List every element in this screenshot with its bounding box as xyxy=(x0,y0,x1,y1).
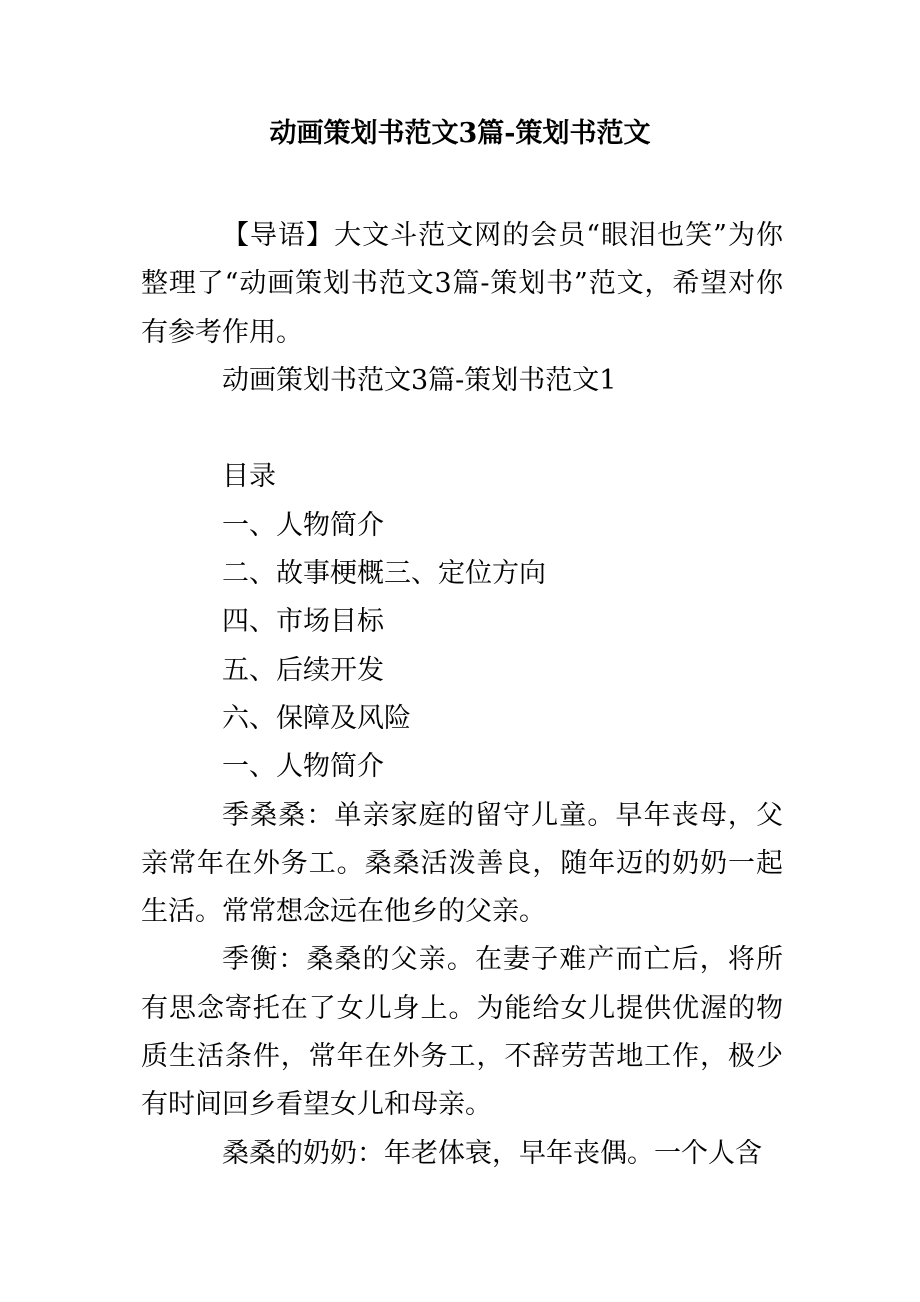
toc-heading: 目录 xyxy=(222,461,276,493)
document-body xyxy=(141,212,783,1178)
toc-item: 一、人物简介 xyxy=(222,509,384,541)
document-title: 动画策划书范文3篇-策划书范文 xyxy=(269,118,651,149)
character-paragraph: 季衡：桑桑的父亲。在妻子难产而亡后，将所有思念寄托在了女儿身上。为能给女儿提供优渥的物质生活条件，常年在外务工，不辞劳苦地工作，极少有时间回乡看望女儿和母亲。 xyxy=(141,944,783,1121)
toc-item: 六、保障及风险 xyxy=(222,702,411,734)
toc-item: 二、故事梗概三、定位方向 xyxy=(222,558,546,590)
blank-line xyxy=(141,405,783,453)
toc-item: 四、市场目标 xyxy=(222,606,384,638)
section-heading: 动画策划书范文3篇-策划书范文1 xyxy=(222,364,617,396)
chapter-heading: 一、人物简介 xyxy=(222,751,384,783)
intro-paragraph: 【导语】大文斗范文网的会员“眼泪也笑”为你整理了“动画策划书范文3篇-策划书”范文，希望对你有参考作用。 xyxy=(141,220,783,348)
toc-item: 五、后续开发 xyxy=(222,654,384,686)
character-paragraph: 桑桑的奶奶：年老体衰，早年丧偶。一个人含 xyxy=(222,1137,762,1169)
character-paragraph: 季桑桑：单亲家庭的留守儿童。早年丧母，父亲常年在外务工。桑桑活泼善良，随年迈的奶奶一起生活。常常想念远在他乡的父亲。 xyxy=(141,799,783,928)
